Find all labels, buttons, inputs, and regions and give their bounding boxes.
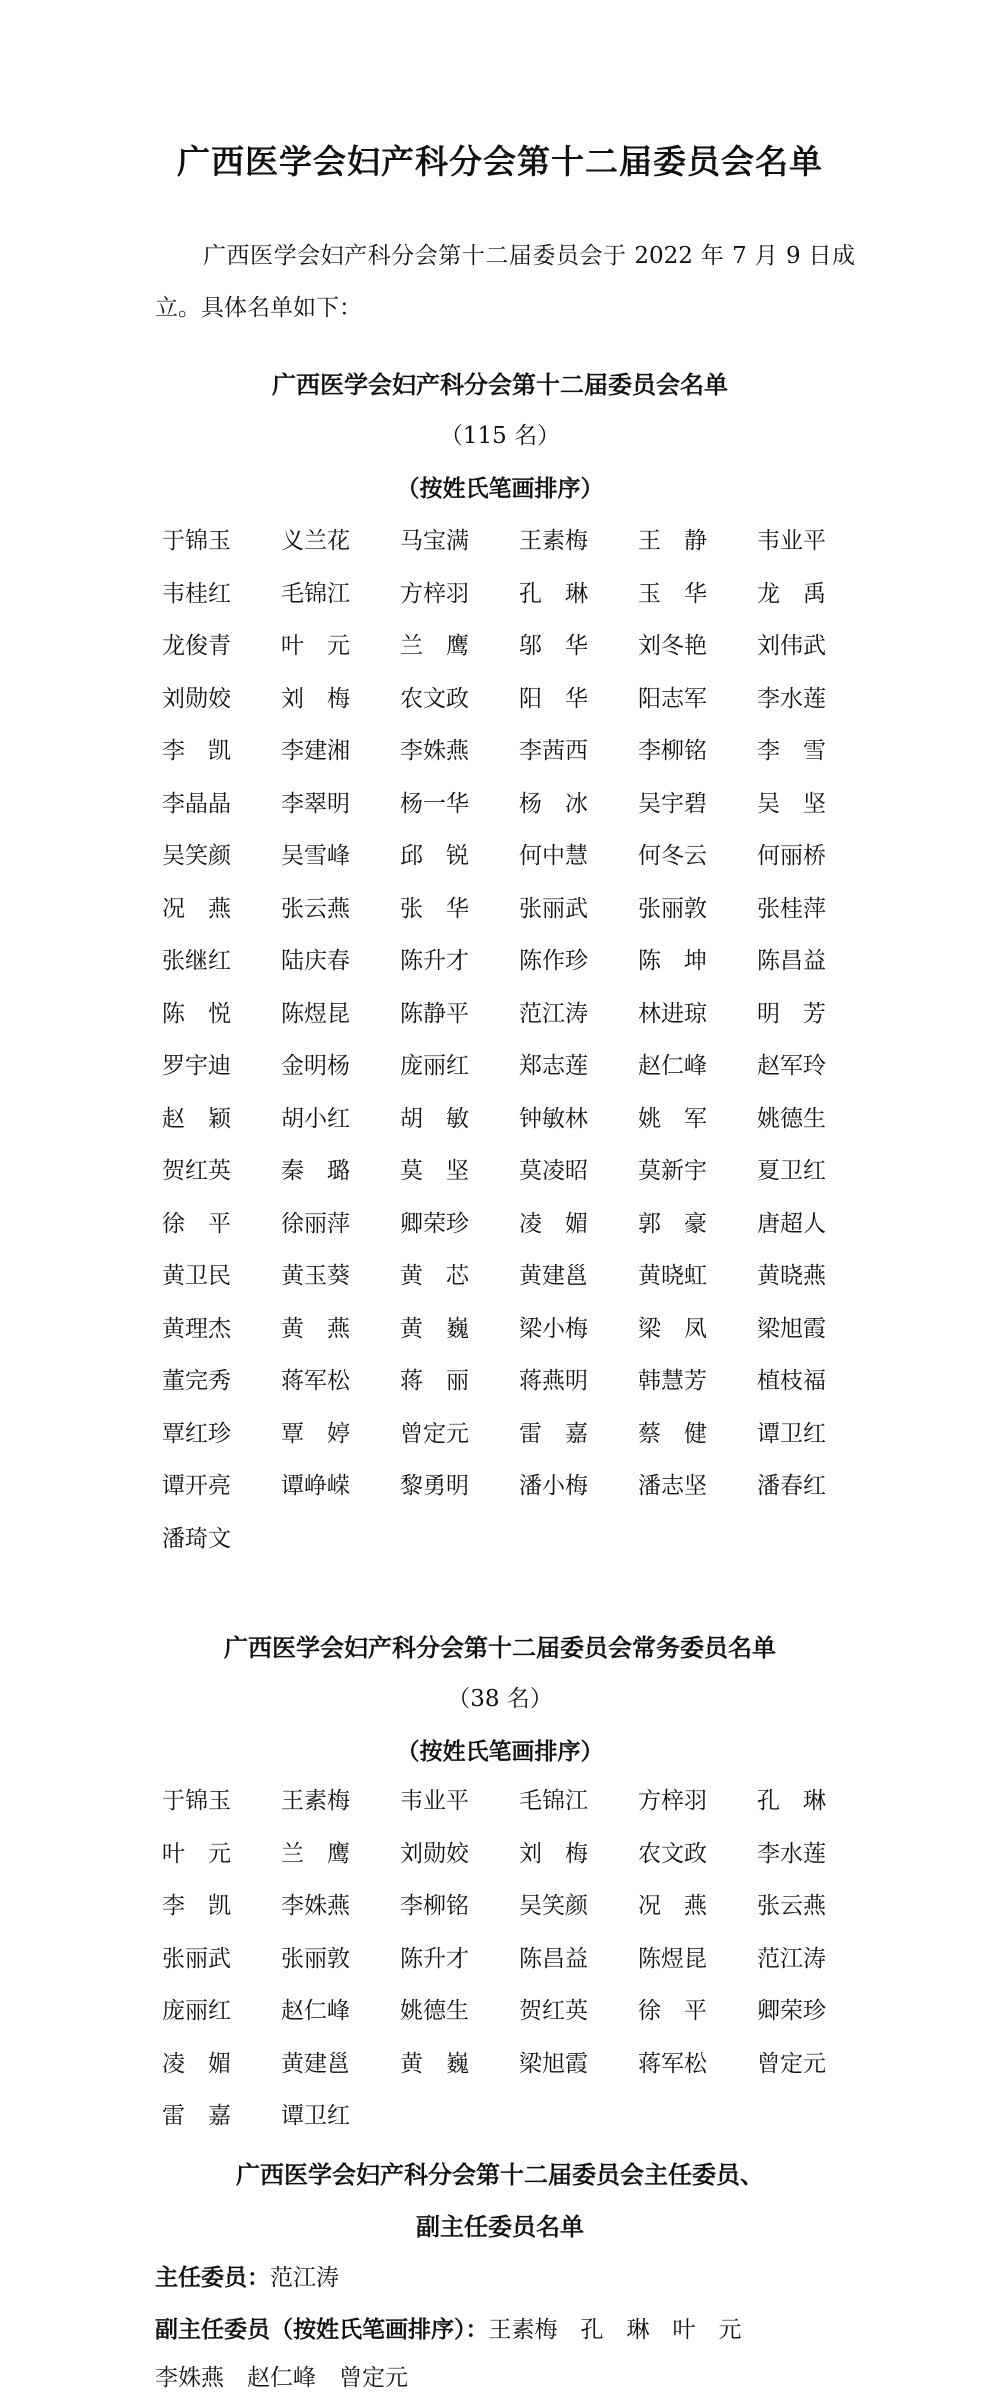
member-name: 潘春红 (757, 1473, 826, 1499)
member-name: 阳 华 (519, 685, 588, 712)
member-name: 陈 悦 (162, 1000, 231, 1027)
chair-line (155, 2259, 855, 2292)
member-name: 黄卫民 (162, 1263, 231, 1289)
member-name: 胡小红 (281, 1105, 350, 1132)
member-name: 黄建邕 (281, 2050, 350, 2077)
member-name: 姚 军 (638, 1105, 707, 1132)
vice-chair-names-1: 王素梅 孔 琳 叶 元 (488, 2317, 742, 2343)
leadership-title-line2: 副主任委员名单 (416, 2213, 584, 2241)
member-name: 卿荣珍 (757, 1998, 826, 2024)
member-name: 黄玉葵 (281, 1263, 350, 1289)
member-name: 潘琦文 (162, 1525, 231, 1552)
member-name: 钟敏林 (519, 1105, 588, 1132)
leadership-title-line1: 广西医学会妇产科分会第十二届委员会主任委员、 (236, 2161, 764, 2189)
member-name: 植枝福 (757, 1368, 826, 1394)
member-name: 凌 媚 (162, 2050, 231, 2077)
member-name: 孔 琳 (519, 580, 588, 607)
member-name: 兰 鹰 (400, 633, 469, 659)
member-name: 张云燕 (757, 1893, 826, 1919)
member-name: 雷 嘉 (519, 1420, 588, 1447)
member-name: 胡 敏 (400, 1105, 469, 1132)
member-name: 李 凯 (162, 738, 231, 764)
member-name: 于锦玉 (162, 1788, 231, 1814)
member-name: 陈昌益 (519, 1945, 588, 1972)
member-name: 蒋燕明 (519, 1368, 588, 1394)
vice-chair-label: 副主任委员（按姓氏笔画排序）： (155, 2317, 489, 2343)
member-name: 于锦玉 (162, 528, 231, 554)
member-name: 刘冬艳 (638, 633, 707, 659)
member-name: 陈升才 (400, 1945, 469, 1972)
member-name: 刘 梅 (519, 1840, 588, 1867)
member-name: 杨一华 (400, 790, 469, 817)
member-name: 莫凌昭 (519, 1158, 588, 1184)
member-name: 罗宇迪 (162, 1053, 231, 1079)
member-name: 郭 豪 (638, 1210, 707, 1237)
member-name: 韩慧芳 (638, 1368, 707, 1394)
member-name: 赵仁峰 (281, 1998, 350, 2024)
member-name: 黄 燕 (281, 1315, 350, 1342)
member-name: 庞丽红 (162, 1998, 231, 2024)
member-name: 叶 元 (162, 1840, 231, 1867)
member-name: 何中慧 (519, 843, 588, 869)
standing-order-note: （按姓氏笔画排序） (396, 1739, 604, 1765)
member-name: 秦 璐 (281, 1158, 350, 1184)
member-name: 莫新宇 (638, 1158, 707, 1184)
member-name: 龙俊青 (162, 633, 231, 659)
chair-label: 主任委员： (155, 2265, 270, 2291)
member-name: 王素梅 (519, 528, 588, 554)
member-name: 韦桂红 (162, 580, 231, 607)
member-name: 何冬云 (638, 843, 707, 869)
member-name: 李建湘 (281, 738, 350, 764)
member-name: 明 芳 (757, 1000, 826, 1027)
member-name: 赵军玲 (757, 1053, 826, 1079)
members-name-grid (162, 515, 862, 1565)
member-name: 李水莲 (757, 1840, 826, 1867)
member-name: 方梓羽 (400, 580, 469, 607)
member-name: 方梓羽 (638, 1788, 707, 1814)
member-name: 李柳铭 (400, 1893, 469, 1919)
member-name: 况 燕 (638, 1893, 707, 1919)
member-name: 蒋军松 (281, 1368, 350, 1394)
member-name: 徐 平 (162, 1210, 231, 1237)
member-name: 李茜西 (519, 738, 588, 764)
member-name: 曾定元 (757, 2050, 826, 2077)
member-name: 邬 华 (519, 633, 588, 659)
member-name: 范江涛 (757, 1945, 826, 1972)
member-name: 吴 坚 (757, 790, 826, 817)
member-name: 潘小梅 (519, 1473, 588, 1499)
member-name: 吴笑颜 (519, 1893, 588, 1919)
standing-count: （38 名） (447, 1686, 553, 1712)
member-name: 徐 平 (638, 1998, 707, 2024)
member-name: 黄 巍 (400, 2050, 469, 2077)
member-name: 阳志军 (638, 685, 707, 712)
member-name: 何丽桥 (757, 843, 826, 869)
member-name: 兰 鹰 (281, 1840, 350, 1867)
member-name: 黄理杰 (162, 1315, 231, 1342)
member-name: 毛锦江 (281, 580, 350, 607)
member-name: 卿荣珍 (400, 1210, 469, 1237)
member-name: 张桂萍 (757, 895, 826, 922)
members-section-title: 广西医学会妇产科分会第十二届委员会名单 (272, 371, 728, 399)
member-name: 贺红英 (162, 1158, 231, 1184)
member-name: 曾定元 (400, 1420, 469, 1447)
member-name: 马宝满 (400, 528, 469, 554)
member-name: 玉 华 (638, 580, 707, 607)
member-name: 刘勋姣 (400, 1840, 469, 1867)
member-name: 况 燕 (162, 895, 231, 922)
member-name: 韦业平 (757, 528, 826, 554)
member-name: 黄建邕 (519, 1263, 588, 1289)
members-order-note: （按姓氏笔画排序） (396, 476, 604, 502)
member-name: 陈煜昆 (638, 1945, 707, 1972)
member-name: 毛锦江 (519, 1788, 588, 1814)
member-name: 蒋 丽 (400, 1368, 469, 1394)
member-name: 黄 芯 (400, 1263, 469, 1289)
member-name: 林进琼 (638, 1000, 707, 1027)
member-name: 龙 禹 (757, 580, 826, 607)
member-name: 张继红 (162, 948, 231, 974)
member-name: 黎勇明 (400, 1473, 469, 1499)
member-name: 张丽敦 (281, 1945, 350, 1972)
member-name: 赵 颖 (162, 1105, 231, 1132)
member-name: 李翠明 (281, 790, 350, 817)
member-name: 陈作珍 (519, 948, 588, 974)
member-name: 莫 坚 (400, 1158, 469, 1184)
member-name: 覃红珍 (162, 1420, 231, 1447)
vice-chair-line (155, 2311, 855, 2344)
member-name: 王素梅 (281, 1788, 350, 1814)
member-name: 张 华 (400, 895, 469, 922)
member-name: 陈升才 (400, 948, 469, 974)
member-name: 徐丽萍 (281, 1210, 350, 1237)
member-name: 韦业平 (400, 1788, 469, 1814)
member-name: 梁旭霞 (519, 2050, 588, 2077)
member-name: 吴宇碧 (638, 790, 707, 817)
member-name: 李 凯 (162, 1893, 231, 1919)
member-name: 刘 梅 (281, 685, 350, 712)
member-name: 金明杨 (281, 1053, 350, 1079)
member-name: 姚德生 (400, 1998, 469, 2024)
member-name: 黄晓虹 (638, 1263, 707, 1289)
member-name: 凌 媚 (519, 1210, 588, 1237)
member-name: 梁小梅 (519, 1315, 588, 1342)
chair-name: 范江涛 (270, 2265, 339, 2291)
member-name: 郑志莲 (519, 1053, 588, 1079)
member-name: 刘伟武 (757, 633, 826, 659)
member-name: 李晶晶 (162, 790, 231, 817)
member-name: 农文政 (400, 685, 469, 712)
member-name: 姚德生 (757, 1105, 826, 1132)
member-name: 农文政 (638, 1840, 707, 1867)
member-name: 吴笑颜 (162, 843, 231, 869)
member-name: 张丽武 (162, 1945, 231, 1972)
member-name: 吴雪峰 (281, 843, 350, 869)
member-name: 唐超人 (757, 1210, 826, 1237)
vice-chair-names-2: 李姝燕 赵仁峰 曾定元 (155, 2365, 408, 2391)
member-name: 蔡 健 (638, 1420, 707, 1447)
member-name: 雷 嘉 (162, 2103, 231, 2129)
member-name: 梁 凤 (638, 1315, 707, 1342)
member-name: 蒋军松 (638, 2050, 707, 2077)
member-name: 张云燕 (281, 895, 350, 922)
member-name: 邱 锐 (400, 843, 469, 869)
member-name: 庞丽红 (400, 1053, 469, 1079)
member-name: 李 雪 (757, 738, 826, 764)
member-name: 陈昌益 (757, 948, 826, 974)
member-name: 李水莲 (757, 685, 826, 712)
member-name: 王 静 (638, 528, 707, 554)
member-name: 李姝燕 (400, 738, 469, 764)
member-name: 张丽武 (519, 895, 588, 922)
standing-section-title: 广西医学会妇产科分会第十二届委员会常务委员名单 (224, 1634, 776, 1662)
member-name: 李姝燕 (281, 1893, 350, 1919)
member-name: 夏卫红 (757, 1158, 826, 1184)
member-name: 孔 琳 (757, 1788, 826, 1814)
document-title: 广西医学会妇产科分会第十二届委员会名单 (177, 142, 823, 181)
member-name: 叶 元 (281, 633, 350, 659)
standing-name-grid (162, 1775, 862, 2143)
members-count: （115 名） (439, 423, 561, 449)
member-name: 谭卫红 (281, 2103, 350, 2129)
member-name: 赵仁峰 (638, 1053, 707, 1079)
member-name: 杨 冰 (519, 790, 588, 817)
member-name: 黄 巍 (400, 1315, 469, 1342)
member-name: 陈 坤 (638, 948, 707, 974)
member-name: 谭卫红 (757, 1420, 826, 1447)
member-name: 张丽敦 (638, 895, 707, 922)
member-name: 陆庆春 (281, 948, 350, 974)
member-name: 李柳铭 (638, 738, 707, 764)
member-name: 潘志坚 (638, 1473, 707, 1499)
member-name: 刘勋姣 (162, 685, 231, 712)
member-name: 谭开亮 (162, 1473, 231, 1499)
member-name: 董完秀 (162, 1368, 231, 1394)
member-name: 范江涛 (519, 1000, 588, 1027)
member-name: 贺红英 (519, 1998, 588, 2024)
member-name: 梁旭霞 (757, 1315, 826, 1342)
member-name: 覃 婷 (281, 1420, 350, 1447)
member-name: 义兰花 (281, 528, 350, 554)
member-name: 陈静平 (400, 1000, 469, 1027)
intro-paragraph: 广西医学会妇产科分会第十二届委员会于 2022 年 7 月 9 日成立。具体名单如下： (155, 243, 855, 321)
member-name: 黄晓燕 (757, 1263, 826, 1289)
member-name: 谭峥嵘 (281, 1473, 350, 1499)
member-name: 陈煜昆 (281, 1000, 350, 1027)
